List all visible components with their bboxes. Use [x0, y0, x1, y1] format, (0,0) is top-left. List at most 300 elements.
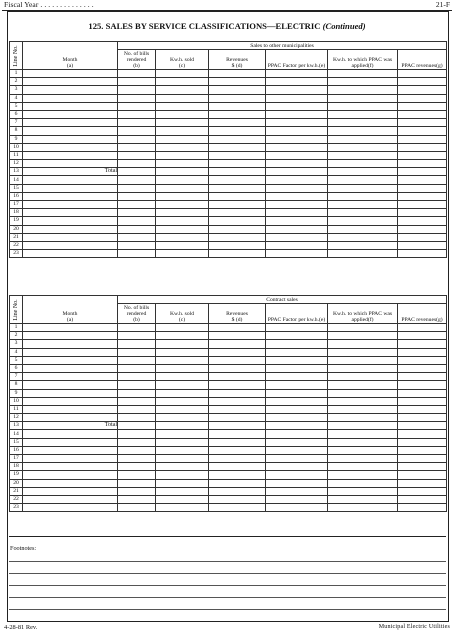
ppac-factor-cell[interactable] [266, 201, 328, 209]
kwh-applied-cell[interactable] [328, 438, 398, 446]
kwh-applied-cell[interactable] [328, 102, 398, 110]
month-cell[interactable] [23, 364, 118, 372]
revenues-cell[interactable] [209, 495, 266, 503]
kwh-applied-cell[interactable] [328, 241, 398, 249]
month-cell[interactable] [23, 201, 118, 209]
bills-cell[interactable] [118, 176, 156, 184]
revenues-cell[interactable] [209, 233, 266, 241]
ppac-factor-cell[interactable] [266, 209, 328, 217]
kwh-sold-cell[interactable] [156, 250, 209, 258]
ppac-factor-cell[interactable] [266, 225, 328, 233]
revenues-cell[interactable] [209, 422, 266, 430]
kwh-sold-cell[interactable] [156, 504, 209, 512]
ppac-factor-cell[interactable] [266, 487, 328, 495]
revenues-cell[interactable] [209, 356, 266, 364]
month-cell[interactable] [23, 504, 118, 512]
bills-cell[interactable] [118, 495, 156, 503]
ppac-revenues-cell[interactable] [398, 381, 447, 389]
kwh-applied-cell[interactable] [328, 70, 398, 78]
revenues-cell[interactable] [209, 225, 266, 233]
kwh-applied-cell[interactable] [328, 110, 398, 118]
revenues-cell[interactable] [209, 127, 266, 135]
revenues-cell[interactable] [209, 110, 266, 118]
ppac-factor-cell[interactable] [266, 471, 328, 479]
ppac-factor-cell[interactable] [266, 381, 328, 389]
bills-cell[interactable] [118, 78, 156, 86]
revenues-cell[interactable] [209, 438, 266, 446]
bills-cell[interactable] [118, 135, 156, 143]
total-label[interactable]: Total [23, 168, 118, 176]
ppac-factor-cell[interactable] [266, 414, 328, 422]
ppac-revenues-cell[interactable] [398, 241, 447, 249]
bills-cell[interactable] [118, 373, 156, 381]
kwh-sold-cell[interactable] [156, 143, 209, 151]
ppac-revenues-cell[interactable] [398, 102, 447, 110]
kwh-sold-cell[interactable] [156, 151, 209, 159]
ppac-factor-cell[interactable] [266, 233, 328, 241]
revenues-cell[interactable] [209, 463, 266, 471]
revenues-cell[interactable] [209, 340, 266, 348]
ppac-revenues-cell[interactable] [398, 446, 447, 454]
kwh-applied-cell[interactable] [328, 479, 398, 487]
kwh-sold-cell[interactable] [156, 70, 209, 78]
ppac-revenues-cell[interactable] [398, 364, 447, 372]
ppac-revenues-cell[interactable] [398, 94, 447, 102]
kwh-sold-cell[interactable] [156, 127, 209, 135]
ppac-revenues-cell[interactable] [398, 414, 447, 422]
kwh-sold-cell[interactable] [156, 225, 209, 233]
kwh-sold-cell[interactable] [156, 102, 209, 110]
ppac-revenues-cell[interactable] [398, 438, 447, 446]
ppac-revenues-cell[interactable] [398, 233, 447, 241]
bills-cell[interactable] [118, 455, 156, 463]
bills-cell[interactable] [118, 332, 156, 340]
month-cell[interactable] [23, 110, 118, 118]
ppac-factor-cell[interactable] [266, 217, 328, 225]
revenues-cell[interactable] [209, 324, 266, 332]
month-cell[interactable] [23, 405, 118, 413]
bills-cell[interactable] [118, 184, 156, 192]
revenues-cell[interactable] [209, 405, 266, 413]
ppac-factor-cell[interactable] [266, 405, 328, 413]
revenues-cell[interactable] [209, 487, 266, 495]
kwh-applied-cell[interactable] [328, 381, 398, 389]
kwh-sold-cell[interactable] [156, 135, 209, 143]
month-cell[interactable] [23, 192, 118, 200]
kwh-sold-cell[interactable] [156, 455, 209, 463]
revenues-cell[interactable] [209, 446, 266, 454]
kwh-applied-cell[interactable] [328, 463, 398, 471]
month-cell[interactable] [23, 250, 118, 258]
bills-cell[interactable] [118, 250, 156, 258]
ppac-factor-cell[interactable] [266, 463, 328, 471]
ppac-factor-cell[interactable] [266, 176, 328, 184]
bills-cell[interactable] [118, 324, 156, 332]
kwh-applied-cell[interactable] [328, 233, 398, 241]
ppac-factor-cell[interactable] [266, 389, 328, 397]
month-cell[interactable] [23, 143, 118, 151]
ppac-factor-cell[interactable] [266, 446, 328, 454]
kwh-sold-cell[interactable] [156, 430, 209, 438]
kwh-applied-cell[interactable] [328, 348, 398, 356]
ppac-revenues-cell[interactable] [398, 168, 447, 176]
revenues-cell[interactable] [209, 381, 266, 389]
ppac-factor-cell[interactable] [266, 356, 328, 364]
revenues-cell[interactable] [209, 209, 266, 217]
month-cell[interactable] [23, 86, 118, 94]
month-cell[interactable] [23, 135, 118, 143]
ppac-revenues-cell[interactable] [398, 340, 447, 348]
kwh-applied-cell[interactable] [328, 192, 398, 200]
revenues-cell[interactable] [209, 348, 266, 356]
month-cell[interactable] [23, 233, 118, 241]
ppac-revenues-cell[interactable] [398, 397, 447, 405]
month-cell[interactable] [23, 324, 118, 332]
kwh-sold-cell[interactable] [156, 495, 209, 503]
ppac-revenues-cell[interactable] [398, 455, 447, 463]
bills-cell[interactable] [118, 102, 156, 110]
month-cell[interactable] [23, 340, 118, 348]
ppac-factor-cell[interactable] [266, 70, 328, 78]
revenues-cell[interactable] [209, 119, 266, 127]
ppac-revenues-cell[interactable] [398, 356, 447, 364]
ppac-factor-cell[interactable] [266, 332, 328, 340]
ppac-revenues-cell[interactable] [398, 471, 447, 479]
month-cell[interactable] [23, 151, 118, 159]
ppac-factor-cell[interactable] [266, 324, 328, 332]
ppac-factor-cell[interactable] [266, 422, 328, 430]
revenues-cell[interactable] [209, 430, 266, 438]
revenues-cell[interactable] [209, 389, 266, 397]
month-cell[interactable] [23, 217, 118, 225]
revenues-cell[interactable] [209, 373, 266, 381]
kwh-applied-cell[interactable] [328, 143, 398, 151]
ppac-revenues-cell[interactable] [398, 225, 447, 233]
bills-cell[interactable] [118, 438, 156, 446]
bills-cell[interactable] [118, 151, 156, 159]
kwh-applied-cell[interactable] [328, 397, 398, 405]
ppac-factor-cell[interactable] [266, 110, 328, 118]
month-cell[interactable] [23, 348, 118, 356]
bills-cell[interactable] [118, 94, 156, 102]
month-cell[interactable] [23, 463, 118, 471]
bills-cell[interactable] [118, 241, 156, 249]
revenues-cell[interactable] [209, 192, 266, 200]
kwh-applied-cell[interactable] [328, 389, 398, 397]
kwh-sold-cell[interactable] [156, 364, 209, 372]
kwh-applied-cell[interactable] [328, 250, 398, 258]
bills-cell[interactable] [118, 405, 156, 413]
kwh-sold-cell[interactable] [156, 160, 209, 168]
revenues-cell[interactable] [209, 414, 266, 422]
kwh-applied-cell[interactable] [328, 430, 398, 438]
bills-cell[interactable] [118, 414, 156, 422]
revenues-cell[interactable] [209, 455, 266, 463]
kwh-applied-cell[interactable] [328, 373, 398, 381]
month-cell[interactable] [23, 446, 118, 454]
ppac-revenues-cell[interactable] [398, 135, 447, 143]
kwh-sold-cell[interactable] [156, 405, 209, 413]
ppac-factor-cell[interactable] [266, 184, 328, 192]
revenues-cell[interactable] [209, 160, 266, 168]
ppac-revenues-cell[interactable] [398, 495, 447, 503]
kwh-applied-cell[interactable] [328, 151, 398, 159]
bills-cell[interactable] [118, 430, 156, 438]
kwh-sold-cell[interactable] [156, 192, 209, 200]
kwh-sold-cell[interactable] [156, 356, 209, 364]
ppac-revenues-cell[interactable] [398, 127, 447, 135]
revenues-cell[interactable] [209, 70, 266, 78]
ppac-factor-cell[interactable] [266, 250, 328, 258]
revenues-cell[interactable] [209, 176, 266, 184]
month-cell[interactable] [23, 102, 118, 110]
kwh-sold-cell[interactable] [156, 110, 209, 118]
month-cell[interactable] [23, 78, 118, 86]
kwh-applied-cell[interactable] [328, 446, 398, 454]
kwh-applied-cell[interactable] [328, 356, 398, 364]
month-cell[interactable] [23, 389, 118, 397]
kwh-applied-cell[interactable] [328, 127, 398, 135]
kwh-applied-cell[interactable] [328, 184, 398, 192]
ppac-revenues-cell[interactable] [398, 422, 447, 430]
ppac-factor-cell[interactable] [266, 397, 328, 405]
month-cell[interactable] [23, 176, 118, 184]
ppac-factor-cell[interactable] [266, 168, 328, 176]
month-cell[interactable] [23, 487, 118, 495]
month-cell[interactable] [23, 471, 118, 479]
kwh-applied-cell[interactable] [328, 495, 398, 503]
ppac-revenues-cell[interactable] [398, 405, 447, 413]
month-cell[interactable] [23, 225, 118, 233]
kwh-applied-cell[interactable] [328, 86, 398, 94]
month-cell[interactable] [23, 381, 118, 389]
ppac-revenues-cell[interactable] [398, 324, 447, 332]
ppac-factor-cell[interactable] [266, 102, 328, 110]
kwh-sold-cell[interactable] [156, 241, 209, 249]
month-cell[interactable] [23, 397, 118, 405]
kwh-sold-cell[interactable] [156, 233, 209, 241]
kwh-applied-cell[interactable] [328, 405, 398, 413]
bills-cell[interactable] [118, 504, 156, 512]
ppac-factor-cell[interactable] [266, 160, 328, 168]
month-cell[interactable] [23, 160, 118, 168]
kwh-sold-cell[interactable] [156, 332, 209, 340]
ppac-factor-cell[interactable] [266, 495, 328, 503]
revenues-cell[interactable] [209, 479, 266, 487]
kwh-sold-cell[interactable] [156, 463, 209, 471]
revenues-cell[interactable] [209, 102, 266, 110]
bills-cell[interactable] [118, 225, 156, 233]
month-cell[interactable] [23, 356, 118, 364]
ppac-revenues-cell[interactable] [398, 192, 447, 200]
month-cell[interactable] [23, 184, 118, 192]
kwh-applied-cell[interactable] [328, 168, 398, 176]
ppac-factor-cell[interactable] [266, 504, 328, 512]
ppac-factor-cell[interactable] [266, 143, 328, 151]
ppac-factor-cell[interactable] [266, 241, 328, 249]
kwh-sold-cell[interactable] [156, 414, 209, 422]
revenues-cell[interactable] [209, 168, 266, 176]
ppac-factor-cell[interactable] [266, 364, 328, 372]
ppac-factor-cell[interactable] [266, 86, 328, 94]
kwh-applied-cell[interactable] [328, 160, 398, 168]
revenues-cell[interactable] [209, 217, 266, 225]
kwh-sold-cell[interactable] [156, 381, 209, 389]
kwh-sold-cell[interactable] [156, 397, 209, 405]
month-cell[interactable] [23, 127, 118, 135]
kwh-applied-cell[interactable] [328, 471, 398, 479]
kwh-sold-cell[interactable] [156, 184, 209, 192]
revenues-cell[interactable] [209, 184, 266, 192]
kwh-sold-cell[interactable] [156, 94, 209, 102]
bills-cell[interactable] [118, 340, 156, 348]
bills-cell[interactable] [118, 86, 156, 94]
month-cell[interactable] [23, 438, 118, 446]
bills-cell[interactable] [118, 446, 156, 454]
kwh-applied-cell[interactable] [328, 176, 398, 184]
kwh-applied-cell[interactable] [328, 332, 398, 340]
kwh-applied-cell[interactable] [328, 78, 398, 86]
kwh-sold-cell[interactable] [156, 217, 209, 225]
ppac-factor-cell[interactable] [266, 192, 328, 200]
kwh-sold-cell[interactable] [156, 176, 209, 184]
kwh-sold-cell[interactable] [156, 340, 209, 348]
ppac-revenues-cell[interactable] [398, 479, 447, 487]
revenues-cell[interactable] [209, 135, 266, 143]
bills-cell[interactable] [118, 143, 156, 151]
ppac-factor-cell[interactable] [266, 438, 328, 446]
ppac-revenues-cell[interactable] [398, 176, 447, 184]
revenues-cell[interactable] [209, 151, 266, 159]
bills-cell[interactable] [118, 168, 156, 176]
ppac-factor-cell[interactable] [266, 78, 328, 86]
bills-cell[interactable] [118, 487, 156, 495]
ppac-revenues-cell[interactable] [398, 430, 447, 438]
kwh-sold-cell[interactable] [156, 479, 209, 487]
bills-cell[interactable] [118, 348, 156, 356]
ppac-factor-cell[interactable] [266, 94, 328, 102]
bills-cell[interactable] [118, 389, 156, 397]
month-cell[interactable] [23, 479, 118, 487]
kwh-sold-cell[interactable] [156, 422, 209, 430]
ppac-factor-cell[interactable] [266, 135, 328, 143]
ppac-factor-cell[interactable] [266, 430, 328, 438]
revenues-cell[interactable] [209, 143, 266, 151]
revenues-cell[interactable] [209, 94, 266, 102]
bills-cell[interactable] [118, 192, 156, 200]
ppac-factor-cell[interactable] [266, 127, 328, 135]
ppac-factor-cell[interactable] [266, 373, 328, 381]
ppac-factor-cell[interactable] [266, 119, 328, 127]
month-cell[interactable] [23, 455, 118, 463]
month-cell[interactable] [23, 119, 118, 127]
revenues-cell[interactable] [209, 332, 266, 340]
month-cell[interactable] [23, 70, 118, 78]
bills-cell[interactable] [118, 209, 156, 217]
revenues-cell[interactable] [209, 241, 266, 249]
bills-cell[interactable] [118, 479, 156, 487]
ppac-revenues-cell[interactable] [398, 332, 447, 340]
ppac-revenues-cell[interactable] [398, 110, 447, 118]
bills-cell[interactable] [118, 356, 156, 364]
bills-cell[interactable] [118, 364, 156, 372]
bills-cell[interactable] [118, 422, 156, 430]
ppac-factor-cell[interactable] [266, 348, 328, 356]
kwh-applied-cell[interactable] [328, 209, 398, 217]
bills-cell[interactable] [118, 110, 156, 118]
ppac-revenues-cell[interactable] [398, 86, 447, 94]
month-cell[interactable] [23, 430, 118, 438]
ppac-factor-cell[interactable] [266, 151, 328, 159]
ppac-revenues-cell[interactable] [398, 151, 447, 159]
revenues-cell[interactable] [209, 471, 266, 479]
revenues-cell[interactable] [209, 364, 266, 372]
kwh-applied-cell[interactable] [328, 340, 398, 348]
month-cell[interactable] [23, 332, 118, 340]
bills-cell[interactable] [118, 463, 156, 471]
kwh-applied-cell[interactable] [328, 201, 398, 209]
kwh-applied-cell[interactable] [328, 94, 398, 102]
ppac-revenues-cell[interactable] [398, 373, 447, 381]
month-cell[interactable] [23, 373, 118, 381]
kwh-applied-cell[interactable] [328, 364, 398, 372]
bills-cell[interactable] [118, 201, 156, 209]
revenues-cell[interactable] [209, 397, 266, 405]
ppac-factor-cell[interactable] [266, 340, 328, 348]
month-cell[interactable] [23, 209, 118, 217]
revenues-cell[interactable] [209, 504, 266, 512]
kwh-applied-cell[interactable] [328, 217, 398, 225]
ppac-revenues-cell[interactable] [398, 389, 447, 397]
kwh-sold-cell[interactable] [156, 201, 209, 209]
kwh-applied-cell[interactable] [328, 455, 398, 463]
kwh-applied-cell[interactable] [328, 324, 398, 332]
kwh-applied-cell[interactable] [328, 504, 398, 512]
ppac-revenues-cell[interactable] [398, 78, 447, 86]
kwh-applied-cell[interactable] [328, 487, 398, 495]
ppac-revenues-cell[interactable] [398, 250, 447, 258]
kwh-sold-cell[interactable] [156, 348, 209, 356]
ppac-revenues-cell[interactable] [398, 201, 447, 209]
ppac-revenues-cell[interactable] [398, 119, 447, 127]
ppac-revenues-cell[interactable] [398, 70, 447, 78]
kwh-sold-cell[interactable] [156, 471, 209, 479]
kwh-sold-cell[interactable] [156, 373, 209, 381]
bills-cell[interactable] [118, 127, 156, 135]
ppac-revenues-cell[interactable] [398, 160, 447, 168]
kwh-applied-cell[interactable] [328, 414, 398, 422]
ppac-revenues-cell[interactable] [398, 143, 447, 151]
ppac-revenues-cell[interactable] [398, 184, 447, 192]
revenues-cell[interactable] [209, 201, 266, 209]
kwh-applied-cell[interactable] [328, 225, 398, 233]
kwh-sold-cell[interactable] [156, 438, 209, 446]
bills-cell[interactable] [118, 233, 156, 241]
kwh-sold-cell[interactable] [156, 389, 209, 397]
month-cell[interactable] [23, 495, 118, 503]
kwh-applied-cell[interactable] [328, 119, 398, 127]
bills-cell[interactable] [118, 381, 156, 389]
bills-cell[interactable] [118, 119, 156, 127]
month-cell[interactable] [23, 94, 118, 102]
bills-cell[interactable] [118, 397, 156, 405]
ppac-factor-cell[interactable] [266, 455, 328, 463]
ppac-revenues-cell[interactable] [398, 504, 447, 512]
bills-cell[interactable] [118, 160, 156, 168]
ppac-revenues-cell[interactable] [398, 487, 447, 495]
total-label[interactable]: Total [23, 422, 118, 430]
ppac-revenues-cell[interactable] [398, 217, 447, 225]
